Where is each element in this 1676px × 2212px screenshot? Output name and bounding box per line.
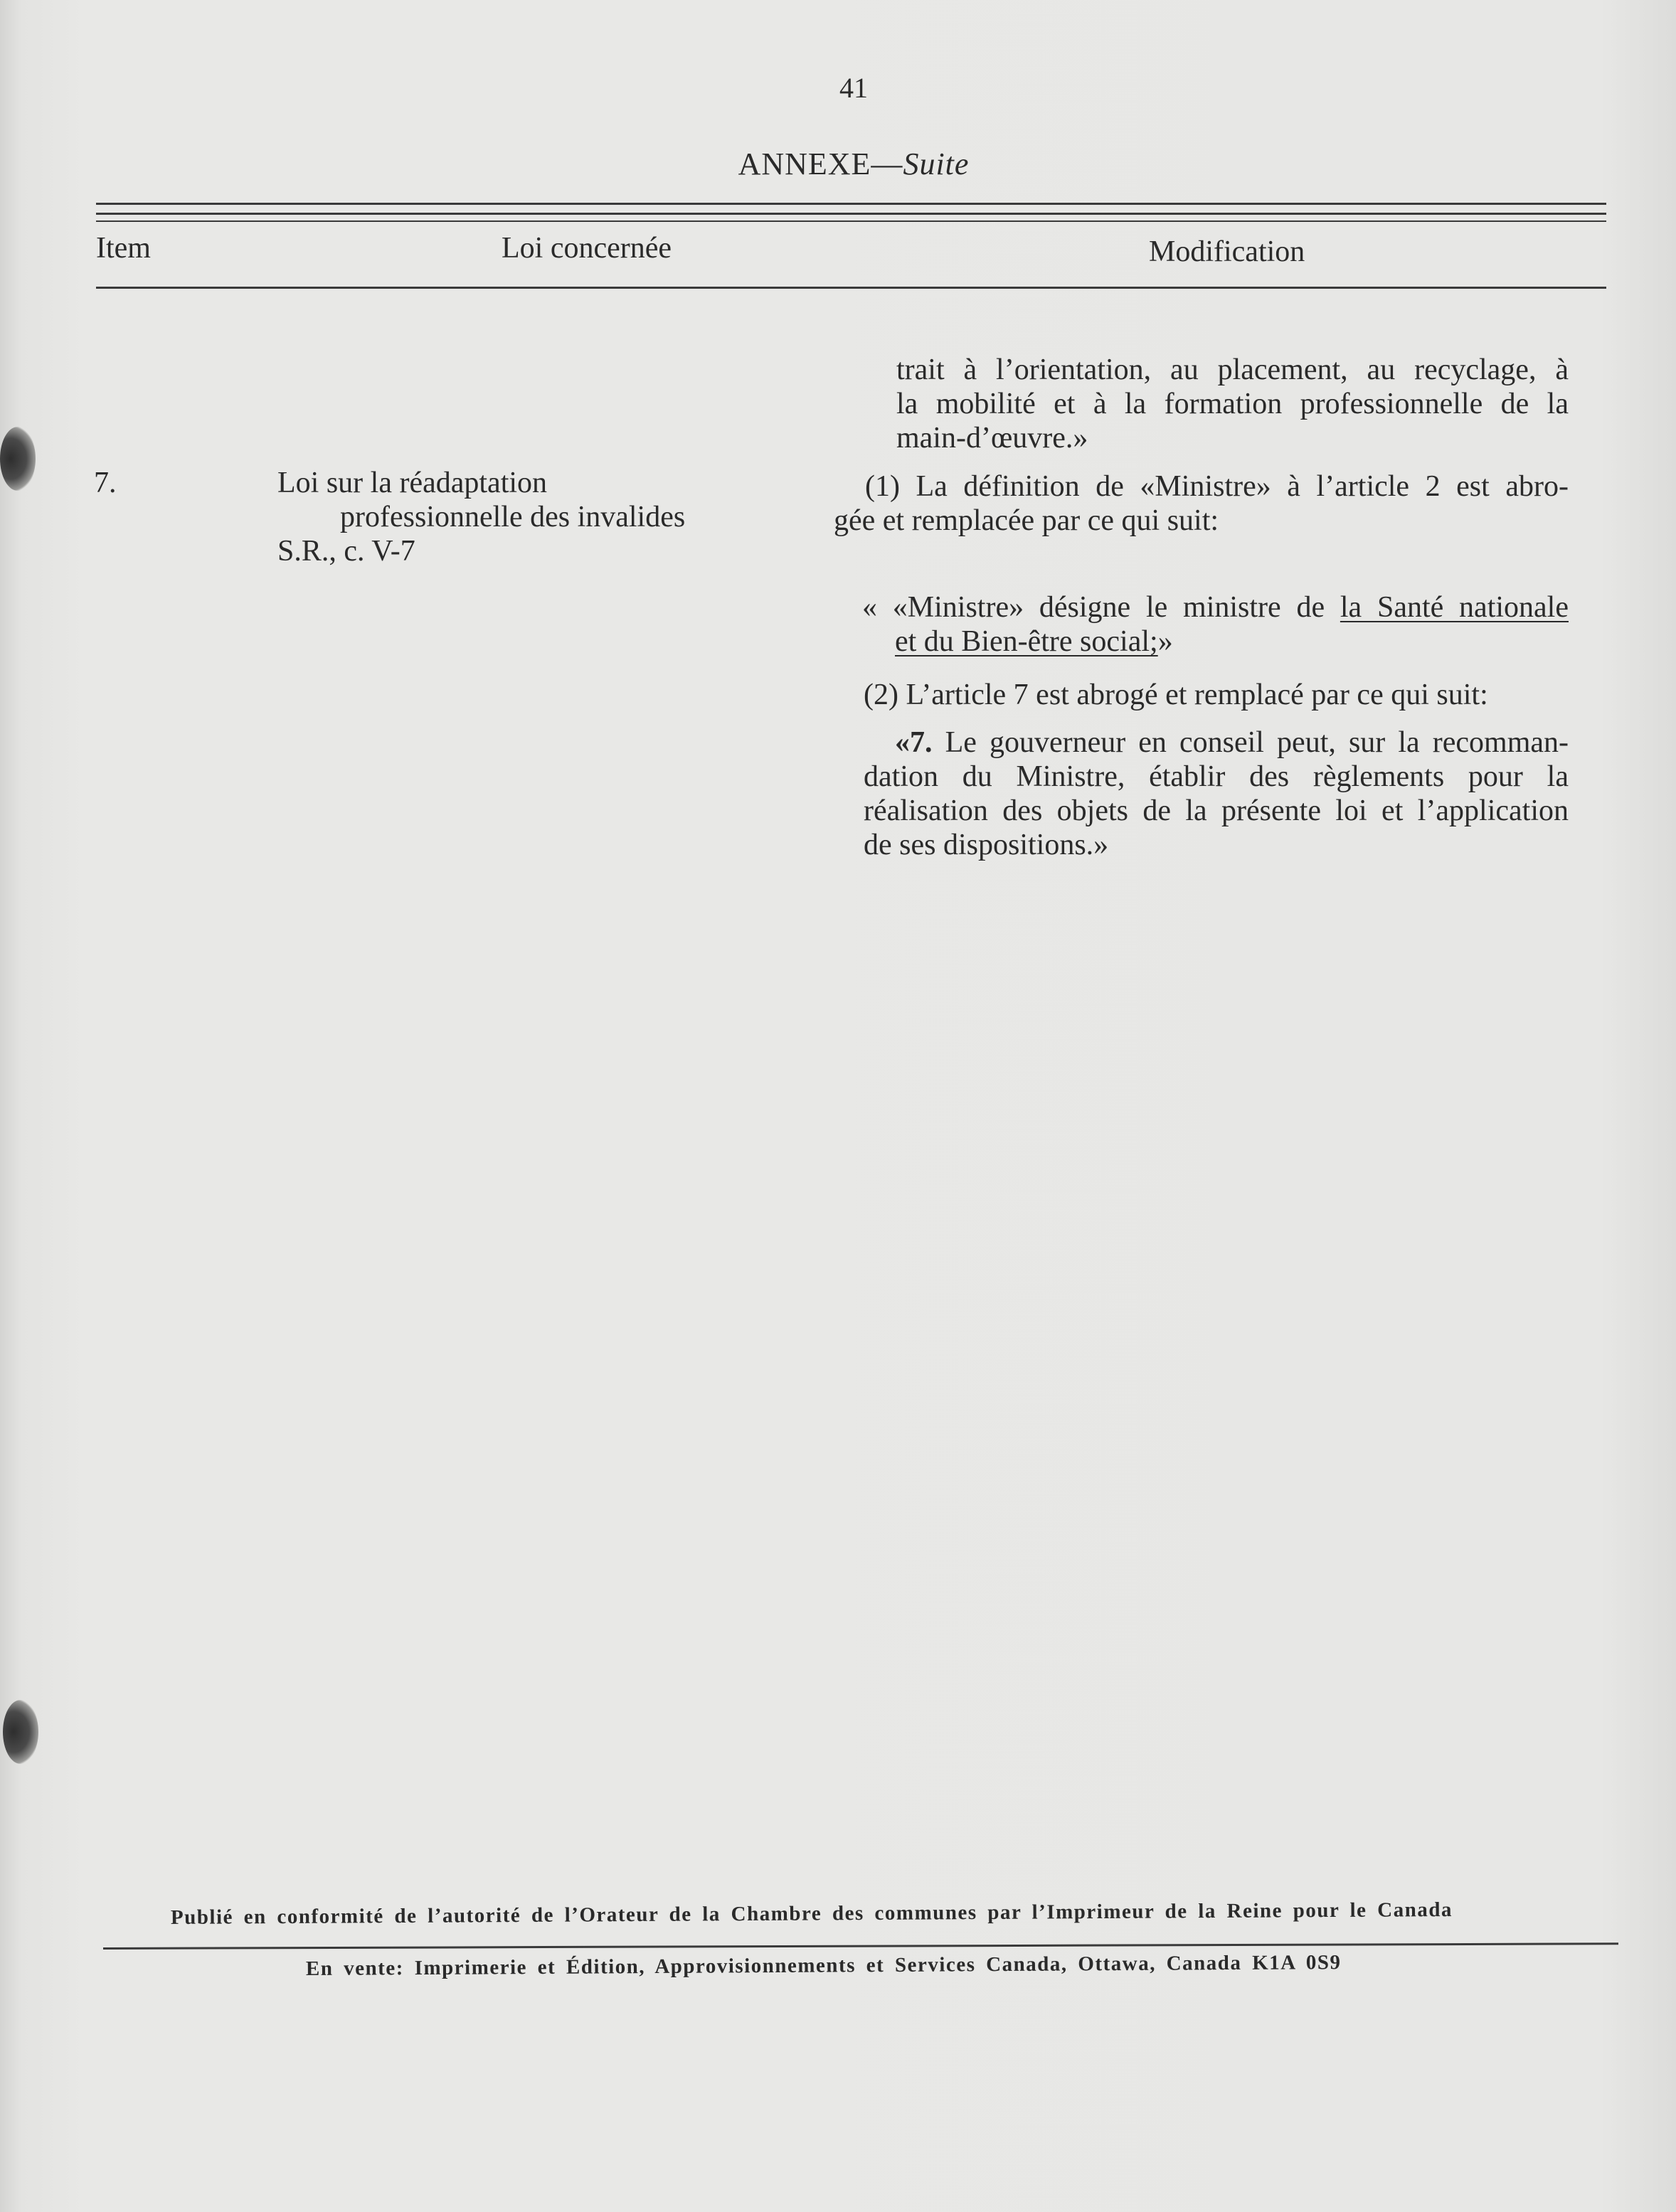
loi-name-line-1: Loi sur la réadaptation (277, 467, 548, 499)
page-number: 41 (839, 72, 868, 104)
title-suite: Suite (903, 147, 970, 181)
page-title (640, 146, 1067, 182)
quote-underlined-1: la Santé nationale (1340, 591, 1569, 624)
modification-para-2: (2) L’article 7 est abrogé et remplacé par ce qui suit: (864, 679, 1488, 711)
title-main: ANNEXE— (738, 147, 903, 181)
continuation-line-3: main-d’œuvre.» (896, 422, 1088, 454)
header-rule-double (96, 213, 1606, 215)
loi-reference: S.R., c. V-7 (277, 535, 415, 568)
modification-para-3 (864, 725, 1569, 862)
quote-underlined-2: et du Bien-être social; (895, 625, 1158, 658)
para-3-line-1-text: Le gouverneur en conseil peut, sur la recomman- (932, 726, 1569, 759)
modification-para-1 (834, 469, 1569, 538)
para-3-line-2: dation du Ministre, établir des règlements pour la (864, 760, 1569, 793)
loi-name (277, 466, 685, 568)
quote-suffix: » (1157, 625, 1173, 658)
quote-line-2 (862, 624, 1569, 659)
footer-publication-notice: Publié en conformité de l’autorité de l’Orateur de la Chambre des communes par l’Imprimeur de la Reine pour le Canada (170, 1898, 1453, 1929)
quote-prefix: « «Ministre» désigne le ministre de (862, 591, 1340, 624)
para-1-line-1: (1) La définition de «Ministre» à l’article 2 est abro- (865, 470, 1569, 503)
loi-name-line-2: professionnelle des invalides (340, 501, 686, 533)
section-number: «7. (895, 726, 933, 759)
column-header-item: Item (96, 232, 151, 265)
para-3-line-1 (864, 725, 1569, 760)
punch-hole-bottom (3, 1700, 38, 1764)
column-header-modification: Modification (1149, 235, 1305, 268)
para-3-line-4: de ses dispositions.» (864, 829, 1109, 861)
continuation-line-2: la mobilité et à la formation professionnelle de la (896, 388, 1569, 420)
column-header-loi: Loi concernée (502, 232, 672, 265)
header-rule-top (96, 203, 1606, 205)
item-number: 7. (94, 467, 117, 499)
continuation-text (896, 353, 1569, 455)
punch-hole-top (0, 427, 36, 491)
para-1-line-2: gée et remplacée par ce qui suit: (834, 504, 1219, 537)
definition-quote (862, 590, 1569, 659)
footer-sales-notice: En vente: Imprimerie et Édition, Approvisionnements et Services Canada, Ottawa, Canada K1A 0S9 (305, 1951, 1342, 1980)
continuation-line-1: trait à l’orientation, au placement, au recyclage, à (896, 353, 1569, 386)
para-3-line-3: réalisation des objets de la présente loi et l’application (864, 794, 1569, 827)
header-rule-thin (96, 220, 1606, 222)
quote-line-1 (862, 590, 1569, 624)
header-rule-bottom (96, 287, 1606, 289)
